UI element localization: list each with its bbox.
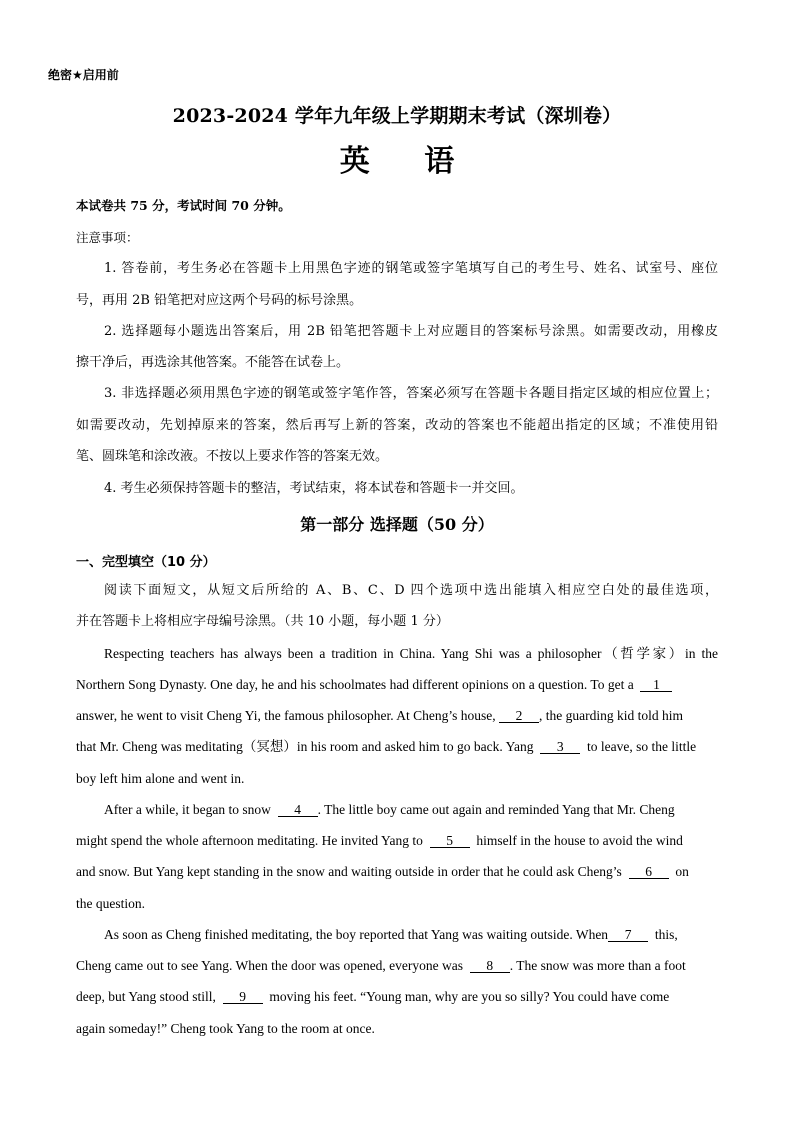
note-3-line-3: 笔、圆珠笔和涂改液。不按以上要求作答的答案无效。 [76, 449, 389, 464]
blank-6: 6 [629, 865, 669, 879]
section-title: 第一部分 选择题（50 分） [300, 515, 494, 534]
blank-5: 5 [430, 834, 470, 848]
passage-p1-line-5: boy left him alone and went in. [76, 771, 245, 786]
blank-7: 7 [608, 928, 648, 942]
blank-8: 8 [470, 959, 510, 973]
passage-p2-line-4: the question. [76, 896, 145, 911]
passage-p2-line-1: After a while, it began to snow 4 . The little boy came out again and reminded Yang that Mr. Cheng [104, 802, 675, 817]
passage-p1-line-4: that Mr. Cheng was meditating（冥想）in his room and asked him to go back. Yang 3 to leave, so the little [76, 739, 697, 754]
note-3-line-1: 3. 非选择题必须用黑色字迹的钢笔或签字笔作答，答案必须写在答题卡各题目指定区域的相应位置上； [104, 386, 718, 401]
exam-title: 2023-2024 学年九年级上学期期末考试（深圳卷） [172, 105, 622, 127]
blank-9: 9 [223, 990, 263, 1004]
instructions-line-1: 阅读下面短文，从短文后所给的 A、B、C、D 四个选项中选出能填入相应空白处的最佳选项， [104, 583, 718, 598]
note-2-line-2: 擦干净后，再选涂其他答案。不能答在试卷上。 [76, 355, 350, 370]
instructions-line-2: 并在答题卡上将相应字母编号涂黑。（共 10 小题，每小题 1 分） [76, 614, 449, 629]
score-time-note: 本试卷共 75 分，考试时间 70 分钟。 [76, 198, 291, 213]
note-1-line-1: 1. 答卷前，考生务必在答题卡上用黑色字迹的钢笔或签字笔填写自己的考生号、姓名、试室号、座位 [104, 261, 718, 276]
passage-p1-line-1: Respecting teachers has always been a tradition in China. Yang Shi was a philosopher（哲学家）in the [104, 646, 718, 661]
note-3-line-2: 如需要改动，先划掉原来的答案，然后再写上新的答案，改动的答案也不能超出指定的区域；不准使用铅 [76, 418, 718, 433]
passage-p2-line-3: and snow. But Yang kept standing in the snow and waiting outside in order that he could ask Cheng’s 6 on [76, 864, 689, 879]
blank-2: 2 [499, 709, 539, 723]
passage-p1-line-2: Northern Song Dynasty. One day, he and his schoolmates had different opinions on a question. To get a 1 [76, 677, 718, 693]
note-4-line-1: 4. 考生必须保持答题卡的整洁，考试结束，将本试卷和答题卡一并交回。 [104, 481, 524, 496]
part-title: 一、完型填空（10 分） [76, 555, 216, 570]
note-2-line-1: 2. 选择题每小题选出答案后，用 2B 铅笔把答题卡上对应题目的答案标号涂黑。如需要改动，用橡皮 [104, 324, 718, 339]
passage-p3-line-1: As soon as Cheng finished meditating, the boy reported that Yang was waiting outside. When 7 this, [104, 927, 678, 942]
note-1-line-2: 号，再用 2B 铅笔把对应这两个号码的标号涂黑。 [76, 293, 363, 308]
subject-title: 英 语 [339, 144, 477, 179]
passage-p1-line-3: answer, he went to visit Cheng Yi, the famous philosopher. At Cheng’s house, 2 , the guarding kid told him [76, 708, 684, 723]
passage-p3-line-2: Cheng came out to see Yang. When the door was opened, everyone was 8 . The snow was more than a foot [76, 958, 686, 973]
blank-4: 4 [278, 803, 318, 817]
passage-p3-line-4: again someday!” Cheng took Yang to the room at once. [76, 1021, 375, 1036]
passage-p3-line-3: deep, but Yang stood still, 9 moving his feet. “Young man, why are you so silly? You could have come [76, 989, 670, 1004]
notes-label: 注意事项： [76, 230, 139, 245]
confidential-mark: 绝密★启用前 [48, 68, 119, 82]
passage-p2-line-2: might spend the whole afternoon meditating. He invited Yang to 5 himself in the house to avoid the wind [76, 833, 683, 848]
blank-3: 3 [540, 740, 580, 754]
blank-1: 1 [640, 678, 672, 692]
